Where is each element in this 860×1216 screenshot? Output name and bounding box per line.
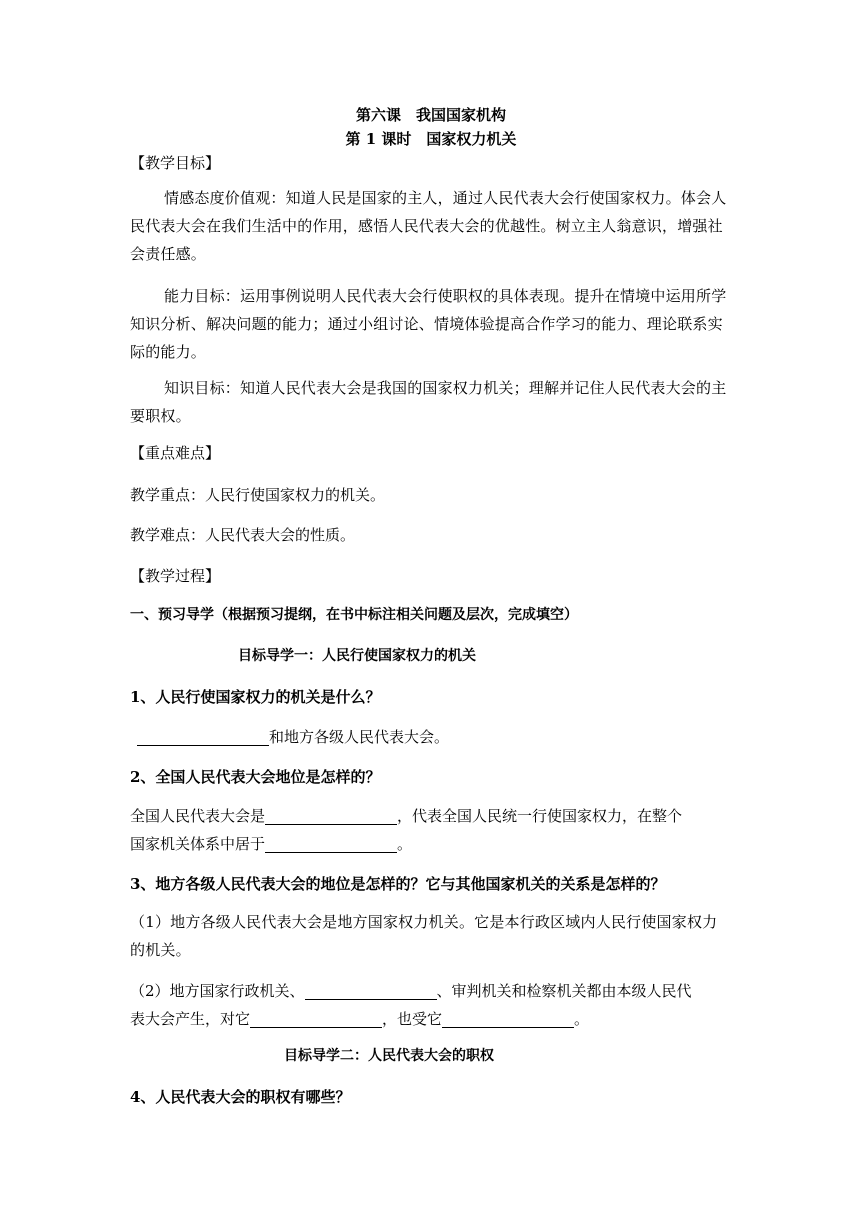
- preview-heading: 一、预习导学（根据预习提纲，在书中标注相关问题及层次，完成填空）: [130, 607, 578, 623]
- answer-2-text-b: ，代表全国人民统一行使国家权力，在整个: [397, 807, 683, 825]
- answer-2-line-1: [130, 801, 732, 831]
- answer-2-text-d: 。: [397, 835, 413, 853]
- answer-3-2-text-c: 表大会产生，对它: [130, 1010, 251, 1028]
- ability-goal-paragraph: 能力目标：运用事例说明人民代表大会行使职权的具体表现。提升在情境中运用所学知识分析、解决问题的能力；通过小组讨论、情境体验提高合作学习的能力、理论联系实际的能力。: [130, 287, 727, 361]
- emotion-goal-paragraph: 情感态度价值观：知道人民是国家的主人，通过人民代表大会行使国家权力。体会人民代表大会在我们生活中的作用，感悟人民代表大会的优越性。树立主人翁意识，增强社会责任感。: [130, 189, 727, 263]
- answer-1-text: 和地方各级人民代表大会。: [269, 728, 450, 746]
- key-points-header: 【重点难点】: [130, 444, 221, 462]
- answer-3-2-line-2: [130, 1004, 732, 1034]
- fill-blank[interactable]: [265, 806, 397, 825]
- answer-2-text-c: 国家机关体系中居于: [130, 835, 266, 853]
- answer-3-1: （1）地方各级人民代表大会是地方国家权力机关。它是本行政区域内人民行使国家权力的机关。: [130, 913, 718, 959]
- answer-3-2-text-a: （2）地方国家行政机关、: [130, 982, 305, 1000]
- question-2: 2、全国人民代表大会地位是怎样的？: [130, 768, 381, 786]
- answer-3-2-text-d: ，也受它: [382, 1010, 443, 1028]
- answer-2-text-a: 全国人民代表大会是: [130, 807, 266, 825]
- key-point: 教学重点：人民行使国家权力的机关。: [130, 486, 386, 504]
- difficult-point: 教学难点：人民代表大会的性质。: [130, 526, 356, 544]
- objectives-header: 【教学目标】: [130, 154, 221, 172]
- process-header: 【教学过程】: [130, 567, 221, 585]
- answer-2-line-2: [130, 829, 732, 859]
- knowledge-goal-paragraph: 知识目标：知道人民代表大会是我国的国家权力机关；理解并记住人民代表大会的主要职权。: [130, 379, 727, 425]
- lesson-title: 第六课 我国国家机构: [355, 106, 506, 124]
- fill-blank[interactable]: [265, 834, 397, 853]
- lesson-subtitle: 第 1 课时 国家权力机关: [345, 130, 517, 148]
- answer-1: [137, 722, 739, 752]
- goal-two-heading: 目标导学二：人民代表大会的职权: [284, 1048, 494, 1064]
- answer-3-2-text-e: 。: [574, 1010, 590, 1028]
- goal-one-heading: 目标导学一：人民行使国家权力的机关: [238, 648, 476, 664]
- answer-3-2-line-1: [130, 976, 732, 1006]
- fill-blank[interactable]: [442, 1009, 574, 1028]
- fill-blank[interactable]: [305, 981, 437, 1000]
- question-3: 3、地方各级人民代表大会的地位是怎样的？它与其他国家机关的关系是怎样的？: [130, 875, 666, 893]
- fill-blank[interactable]: [137, 727, 269, 746]
- question-4: 4、人民代表大会的职权有哪些？: [130, 1088, 351, 1106]
- fill-blank[interactable]: [250, 1009, 382, 1028]
- answer-3-2-text-b: 、审判机关和检察机关都由本级人民代: [436, 982, 692, 1000]
- question-1: 1、人民行使国家权力的机关是什么？: [130, 688, 381, 706]
